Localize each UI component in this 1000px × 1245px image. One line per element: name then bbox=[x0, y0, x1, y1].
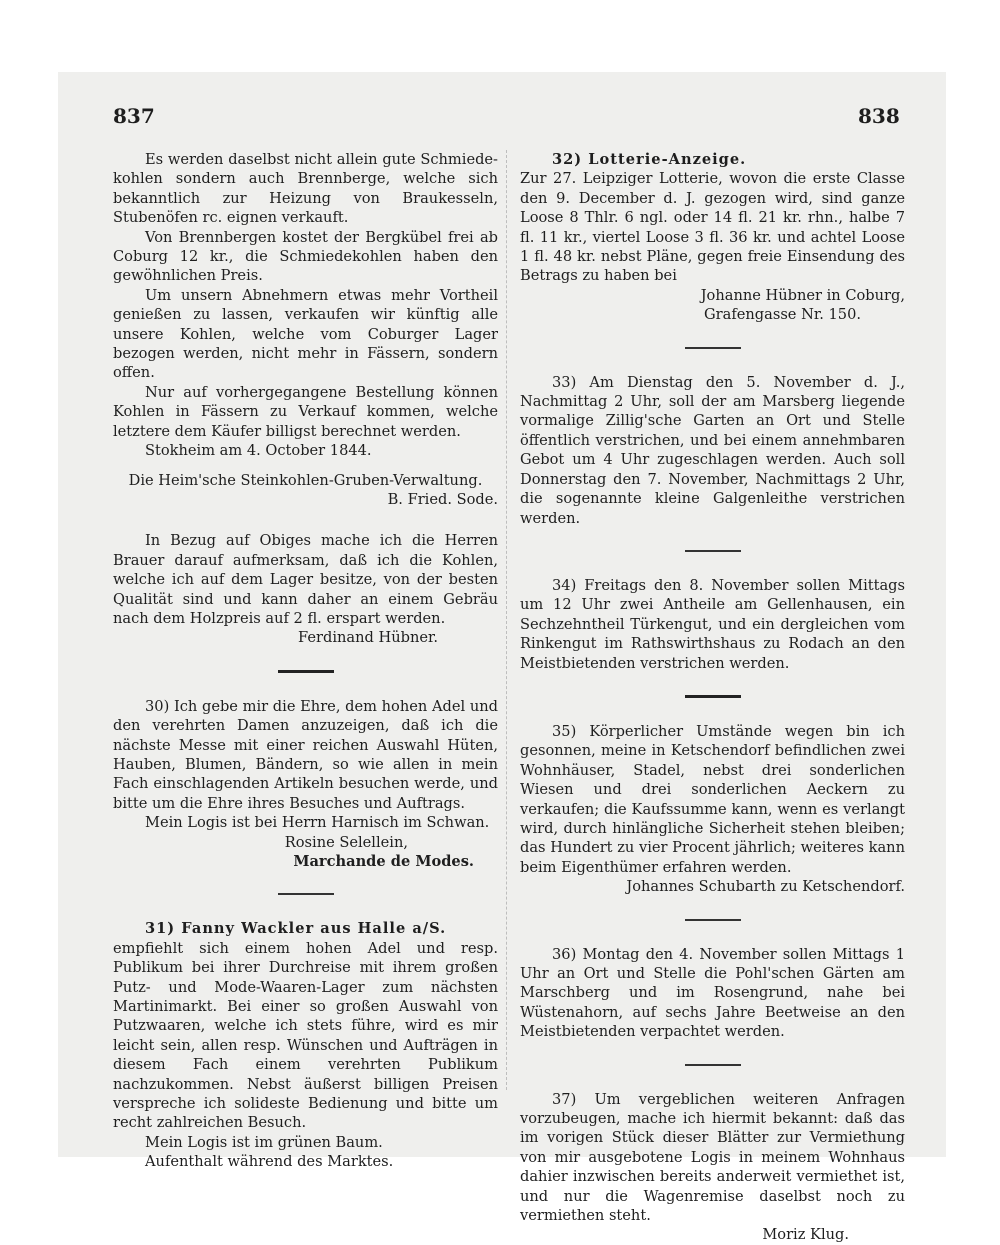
section-rule bbox=[685, 919, 741, 921]
notice-33: 33) Am Dienstag den 5. November d. J., Nachmittag 2 Uhr, soll der am Marsberg liegende vormalige Zillig'sche Garten an Ort und Stelle öffentlich verstrichen, und bei einem annehmbaren Gebot um 4 Uhr zugeschlagen werden. Auch soll Donnerstag den 7. November, Nachmittags 2 Uhr, die sogenannte kleine Galgenleithe verstrichen werden. bbox=[520, 373, 905, 527]
notice-31-stay: Aufenthalt während des Marktes. bbox=[145, 1153, 394, 1171]
coal-notice-paragraph: Nur auf vorhergegangene Bestellung können Kohlen in Fässern zu Verkauf kommen, welche letztere dem Käufer billigst berechnet werden. bbox=[113, 383, 498, 440]
notice-32-heading: 32) Lotterie-Anzeige. bbox=[552, 151, 747, 168]
notice-30-signer: Rosine Selellein, bbox=[284, 833, 408, 851]
notice-37-signer: Moriz Klug. bbox=[762, 1226, 849, 1244]
notice-31-heading: 31) Fanny Wackler aus Halle a/S. bbox=[145, 920, 447, 938]
section-rule bbox=[685, 695, 741, 698]
section-rule bbox=[278, 893, 334, 895]
notice-32-signer: Johanne Hübner in Coburg, bbox=[700, 286, 905, 304]
notice-35-signer: Johannes Schubarth zu Ketschendorf. bbox=[626, 878, 905, 896]
brewers-notice-signer: Ferdinand Hübner. bbox=[298, 629, 438, 647]
coal-notice-paragraph: Von Brennbergen kostet der Bergkübel frei ab Coburg 12 kr., die Schmiedekohlen haben den gewöhnlichen Preis. bbox=[113, 228, 498, 285]
section-rule bbox=[278, 670, 334, 673]
notice-35: 35) Körperlicher Umstände wegen bin ich gesonnen, meine in Ketschendorf befindlichen zwei Wohnhäuser, Stadel, nebst drei sonderlichen Wiesen und drei sonderlichen Aeckern zu verkaufen; die Kaufssumme kann, wenn es verlangt wird, durch hinlängliche Sicherheit stehen bleiben; das Hundert zu vier Procent jährlich; weiteres kann beim Eigenthümer erfahren werden. bbox=[520, 722, 905, 876]
section-rule bbox=[685, 1064, 741, 1066]
coal-notice-date: Stokheim am 4. October 1844. bbox=[145, 442, 372, 460]
notice-36: 36) Montag den 4. November sollen Mittags 1 Uhr an Ort und Stelle die Pohl'schen Gärten am Marschberg und im Rosengrund, nahe bei Wüstenahorn, auf sechs Jahre Beetweise an den Meistbietenden verpachtet werden. bbox=[520, 945, 905, 1041]
notice-34: 34) Freitags den 8. November sollen Mittags um 12 Uhr zwei Antheile am Gellenhausen, ein Sechzehntheil Türkengut, und ein dergleichen vom Rinkengut im Rathswirthshaus zu Rodach an den Meistbietenden verstrichen werden. bbox=[520, 576, 905, 672]
right-column bbox=[520, 150, 905, 1245]
coal-notice-paragraph: Um unsern Abnehmern etwas mehr Vortheil genießen zu lassen, verkaufen wir künftig alle unsere Kohlen, welche vom Coburger Lager bezogen werden, nicht mehr in Fässern, sondern offen. bbox=[113, 286, 498, 382]
notice-31-lodging: Mein Logis ist im grünen Baum. bbox=[145, 1133, 383, 1151]
notice-31-body: empfiehlt sich einem hohen Adel und resp. Publikum bei ihrer Durchreise mit ihrem großen Putz- und Mode-Waaren-Lager zum nächsten Martinimarkt. Bei einer so großen Auswahl von Putzwaaren, welche ich stets führe, wird es mir leicht sein, allen resp. Wünschen und Aufträgen in diesem Fach einem verehrten Publikum nachzukommen. Nebst äußerst billigen Preisen verspreche ich solideste Bedienung und bitte um recht zahlreichen Besuch. bbox=[113, 939, 498, 1132]
page-number-right: 838 bbox=[858, 104, 900, 128]
notice-37: 37) Um vergeblichen weiteren Anfragen vorzubeugen, mache ich hiermit bekannt: daß das im vorigen Stück dieser Blätter zur Vermiethung von mir ausgebotene Logis in meinem Wohnhaus dahier inzwischen bereits anderweit vermiethet ist, und nur die Wagenremise daselbst noch zu vermiethen steht. bbox=[520, 1090, 905, 1225]
coal-company-name: Die Heim'sche Steinkohlen-Gruben-Verwaltung. bbox=[128, 471, 483, 489]
notice-32-body: Zur 27. Leipziger Lotterie, wovon die erste Classe den 9. December d. J. gezogen wird, sind ganze Loose 8 Thlr. 6 ngl. oder 14 fl. 21 kr. rhn., halbe 7 fl. 11 kr., viertel Loose 3 fl. 36 kr. und achtel Loose 1 fl. 48 kr. nebst Pläne, gegen freie Einsendung des Betrags zu haben bei bbox=[520, 170, 905, 285]
notice-30-title: Marchande de Modes. bbox=[293, 853, 474, 870]
coal-notice-paragraph: Es werden daselbst nicht allein gute Schmiede-kohlen sondern auch Brennberge, welche sich bekanntlich zur Heizung von Braukesseln, Stubenöfen rc. eignen verkauft. bbox=[113, 151, 498, 227]
left-column bbox=[113, 150, 498, 1172]
section-rule bbox=[685, 347, 741, 349]
page-number-left: 837 bbox=[113, 104, 155, 128]
notice-32-address: Grafengasse Nr. 150. bbox=[704, 306, 861, 324]
column-divider bbox=[506, 150, 507, 1090]
notice-30: 30) Ich gebe mir die Ehre, dem hohen Adel und den verehrten Damen anzuzeigen, daß ich die nächste Messe mit einer reichen Auswahl Hüten, Hauben, Blumen, Bändern, so wie allen in mein Fach einschlagenden Artikeln besuchen werde, und bitte um die Ehre ihres Besuches und Auftrags. bbox=[113, 697, 498, 812]
section-rule bbox=[685, 550, 741, 552]
coal-notice-signer: B. Fried. Sode. bbox=[387, 490, 498, 508]
brewers-notice: In Bezug auf Obiges mache ich die Herren Brauer darauf aufmerksam, daß ich die Kohlen, welche ich auf dem Lager besitze, von der besten Qualität sind und kann daher an einem Gebräu nach dem Holzpreis auf 2 fl. erspart werden. bbox=[113, 532, 498, 627]
notice-30-lodging: Mein Logis ist bei Herrn Harnisch im Schwan. bbox=[145, 814, 490, 832]
